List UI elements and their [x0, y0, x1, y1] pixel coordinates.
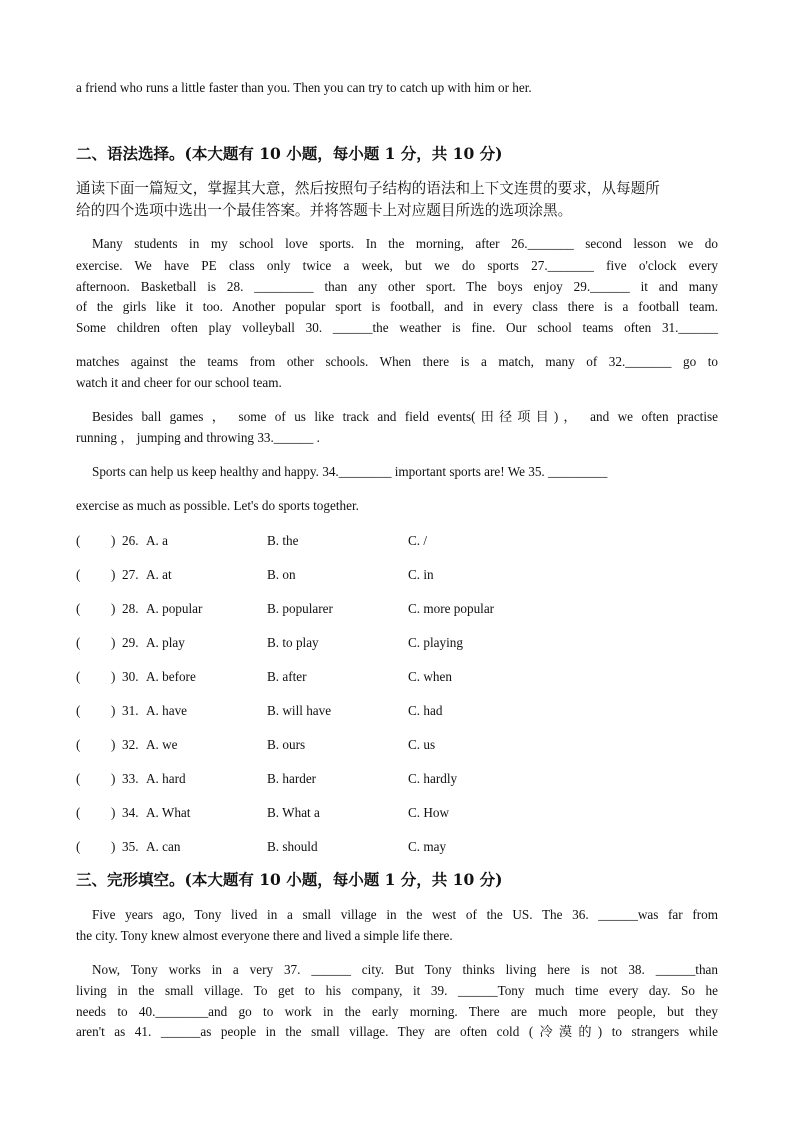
passage-line: of the girls like it too. Another popular sport is football, and in every class there is a football team.	[76, 299, 718, 314]
answer-paren-open: (	[76, 601, 81, 616]
passage-line: watch it and cheer for our school team.	[76, 375, 282, 390]
option-a: A. popular	[146, 601, 203, 616]
option-c: C. /	[408, 533, 428, 548]
answer-paren-open: (	[76, 737, 81, 752]
question-row	[76, 839, 718, 855]
passage-line: aren't as 41. ______as people in the small village. They are often cold (冷漠的) to strangers while	[76, 1024, 718, 1039]
question-row	[76, 533, 718, 549]
answer-paren-open: (	[76, 839, 81, 854]
answer-paren-close: )	[111, 533, 116, 548]
answer-paren-close: )	[111, 737, 116, 752]
option-b: B. ours	[267, 737, 306, 752]
option-b: B. should	[267, 839, 318, 854]
section-heading-grammar: 二、语法选择。(本大题有 10 小题，每小题 1 分，共 10 分)	[76, 144, 503, 163]
option-b: B. after	[267, 669, 307, 684]
passage-line: matches against the teams from other schools. When there is a match, many of 32._______ go to	[76, 354, 718, 369]
passage-line: afternoon. Basketball is 28. _________ than any other sport. The boys enjoy 29.______ it and many	[76, 279, 718, 294]
passage-line: Some children often play volleyball 30. ______the weather is fine. Our school teams often 31.______	[76, 320, 718, 335]
option-a: A. can	[146, 839, 181, 854]
option-a: A. a	[146, 533, 168, 548]
section-heading-cloze: 三、完形填空。(本大题有 10 小题，每小题 1 分，共 10 分)	[76, 870, 503, 889]
question-number: 31.	[122, 703, 139, 718]
question-number: 30.	[122, 669, 139, 684]
question-row	[76, 737, 718, 753]
answer-paren-open: (	[76, 533, 81, 548]
question-number: 32.	[122, 737, 139, 752]
passage-line: a friend who runs a little faster than you. Then you can try to catch up with him or her.	[76, 80, 532, 95]
passage-line: exercise. We have PE class only twice a week, but we do sports 27._______ five o'clock every	[76, 258, 718, 273]
question-row	[76, 771, 718, 787]
passage-line: Many students in my school love sports. In the morning, after 26._______ second lesson we do	[92, 236, 718, 251]
option-c: C. How	[408, 805, 450, 820]
answer-paren-close: )	[111, 601, 116, 616]
answer-paren-close: )	[111, 567, 116, 582]
option-b: B. on	[267, 567, 296, 582]
answer-paren-close: )	[111, 635, 116, 650]
question-row	[76, 601, 718, 617]
question-number: 29.	[122, 635, 139, 650]
answer-paren-open: (	[76, 567, 81, 582]
option-a: A. at	[146, 567, 172, 582]
option-c: C. hardly	[408, 771, 458, 786]
passage-line: running ， jumping and throwing 33.______ .	[76, 430, 320, 445]
option-c: C. playing	[408, 635, 463, 650]
passage-line: Now, Tony works in a very 37. ______ city. But Tony thinks living here is not 38. ______than	[92, 962, 718, 977]
answer-paren-close: )	[111, 839, 116, 854]
option-c: C. may	[408, 839, 447, 854]
question-number: 28.	[122, 601, 139, 616]
question-number: 33.	[122, 771, 139, 786]
question-row	[76, 805, 718, 821]
answer-paren-open: (	[76, 703, 81, 718]
option-b: B. popularer	[267, 601, 333, 616]
option-b: B. harder	[267, 771, 317, 786]
question-number: 35.	[122, 839, 139, 854]
option-b: B. to play	[267, 635, 319, 650]
passage-line: Sports can help us keep healthy and happy. 34.________ important sports are! We 35. _________	[92, 464, 608, 479]
answer-paren-open: (	[76, 669, 81, 684]
passage-line: living in the small village. To get to his company, it 39. ______Tony much time every day. So he	[76, 983, 718, 998]
option-b: B. What a	[267, 805, 320, 820]
answer-paren-open: (	[76, 635, 81, 650]
question-number: 26.	[122, 533, 139, 548]
option-a: A. hard	[146, 771, 186, 786]
option-b: B. will have	[267, 703, 332, 718]
option-c: C. more popular	[408, 601, 495, 616]
question-number: 34.	[122, 805, 139, 820]
passage-line: exercise as much as possible. Let's do sports together.	[76, 498, 359, 513]
answer-paren-close: )	[111, 805, 116, 820]
option-a: A. What	[146, 805, 191, 820]
option-c: C. in	[408, 567, 434, 582]
question-row	[76, 567, 718, 583]
passage-line: needs to 40.________and go to work in the early morning. There are much more people, but they	[76, 1004, 718, 1019]
passage-line: Five years ago, Tony lived in a small village in the west of the US. The 36. ______was far from	[92, 907, 718, 922]
answer-paren-close: )	[111, 669, 116, 684]
passage-line: the city. Tony knew almost everyone there and lived a simple life there.	[76, 928, 453, 943]
question-row	[76, 669, 718, 685]
option-a: A. have	[146, 703, 188, 718]
option-b: B. the	[267, 533, 299, 548]
option-a: A. before	[146, 669, 196, 684]
option-a: A. play	[146, 635, 185, 650]
passage-line: Besides ball games ， some of us like track and field events(田径项目)， and we often practise	[92, 409, 718, 424]
instruction-text: 通读下面一篇短文，掌握其大意，然后按照句子结构的语法和上下文连贯的要求，从每题所	[76, 180, 660, 197]
question-row	[76, 635, 718, 651]
answer-paren-close: )	[111, 771, 116, 786]
instruction-text: 给的四个选项中选出一个最佳答案。并将答题卡上对应题目所选的选项涂黑。	[76, 202, 573, 219]
option-c: C. when	[408, 669, 452, 684]
answer-paren-open: (	[76, 805, 81, 820]
question-row	[76, 703, 718, 719]
answer-paren-close: )	[111, 703, 116, 718]
option-a: A. we	[146, 737, 178, 752]
answer-paren-open: (	[76, 771, 81, 786]
option-c: C. us	[408, 737, 436, 752]
option-c: C. had	[408, 703, 443, 718]
question-number: 27.	[122, 567, 139, 582]
